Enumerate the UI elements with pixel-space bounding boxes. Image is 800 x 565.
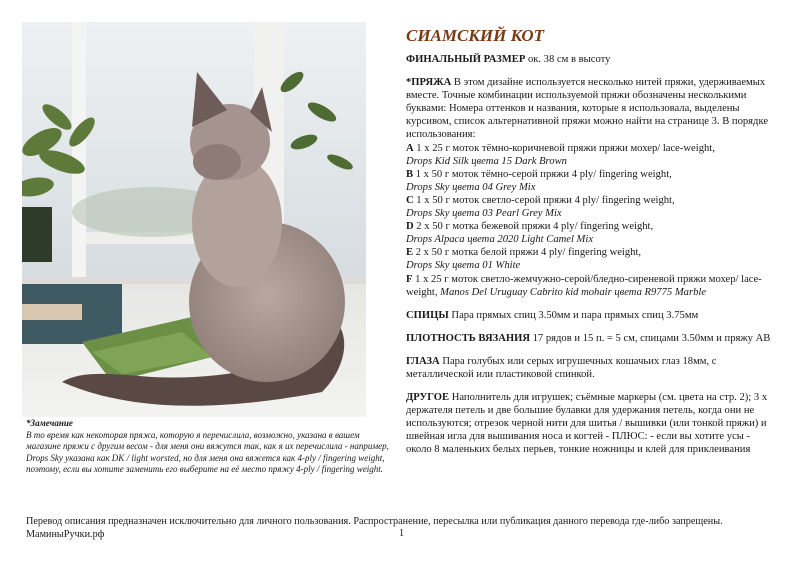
needles-section (406, 309, 778, 322)
yarn-brand-a: Drops Kid Silk цвета 15 Dark Brown (406, 155, 567, 167)
yarn-brand-c: Drops Sky цвета 03 Pearl Grey Mix (406, 208, 562, 220)
yarn-item-b (406, 168, 778, 181)
pattern-title: СИАМСКИЙ КОТ (406, 26, 544, 45)
final-size-section (406, 53, 778, 66)
yarn-letter: E (406, 247, 414, 259)
yarn-letter: B (406, 168, 414, 180)
yarn-intro: В этом дизайне используется несколько нитей пряжи, удерживаемых вместе. Точные комбинации используемой пряжи обозначены несколькими буквами: Номера оттенков и названия, которые я использовала, выделены курсивом, список альтернативной пряжи можно найти на странице 3. В порядке использования: (406, 77, 769, 141)
yarn-item-c (406, 194, 778, 207)
footer-site: МаминыРучки.рф (26, 529, 105, 540)
needles-text: Пара прямых спиц 3.50мм и пара прямых спиц 3.75мм (448, 309, 699, 321)
cat-photo (22, 22, 366, 417)
yarn-brand-b: Drops Sky цвета 04 Grey Mix (406, 181, 536, 193)
page-number: 1 (399, 528, 405, 539)
yarn-letter: C (406, 194, 414, 206)
yarn-desc: 1 x 25 г моток тёмно-коричневой пряжи пряжи мохер/ lace-weight, (413, 142, 715, 154)
footer (26, 515, 786, 541)
yarn-desc: 2 x 50 г мотка белой пряжи 4 ply/ fingering weight, (413, 247, 642, 259)
yarn-desc: 1 x 25 г моток светло-жемчужно-серой/бледно-сиреневой пряжи мохер/ lace-weight, (406, 273, 762, 298)
yarn-brand-f: Manos Del Uruguay Cabrito kid mohair цвета R9775 Marble (440, 286, 707, 298)
yarn-brand-e: Drops Sky цвета 01 White (406, 260, 521, 272)
final-size-label: ФИНАЛЬНЫЙ РАЗМЕР (406, 54, 526, 65)
eyes-label: ГЛАЗА (406, 355, 440, 367)
yarn-letter: A (406, 142, 414, 154)
yarn-desc: 1 x 50 г моток тёмно-серой пряжи 4 ply/ fingering weight, (413, 168, 672, 180)
yarn-item-f (406, 273, 778, 299)
needles-label: СПИЦЫ (406, 309, 449, 321)
yarn-section (406, 76, 778, 299)
gauge-text: 17 рядов и 15 п. = 5 см, спицами 3.50мм и пряжу АВ (529, 332, 771, 344)
yarn-item-d (406, 220, 778, 233)
other-text: Наполнитель для игрушек; съёмные маркеры (см. цвета на стр. 2); 3 x держателя петель и две большие булавки для удержания петель, когда они не используются; отрезок черной нити для шитья / вышивки (или тонкой пряжи) и швейная игла для вышивания носа и когтей - ПЛЮС: - если вы хотите усы - около 8 маленьких белых перьев, тонкие ножницы и клей для приклеивания (406, 392, 768, 456)
eyes-text: Пара голубых или серых игрушечных кошачьих глаз 18мм, с металлической или пластиковой спинкой. (406, 355, 717, 380)
yarn-item-a (406, 142, 778, 155)
other-label: ДРУГОЕ (406, 392, 450, 404)
gauge-label: ПЛОТНОСТЬ ВЯЗАНИЯ (406, 332, 530, 344)
yarn-item-e (406, 246, 778, 259)
yarn-brand-d: Drops Alpaca цвета 2020 Light Camel Mix (406, 234, 594, 246)
final-size-text: ок. 38 см в высоту (525, 54, 611, 65)
footer-disclaimer: Перевод описания предназначен исключительно для личного пользования. Распространение, пересылка или публикация данного перевода где-либо запрещены. (26, 516, 723, 527)
gauge-section (406, 332, 778, 345)
yarn-desc: 1 x 50 г моток светло-серой пряжи 4 ply/ fingering weight, (413, 194, 675, 206)
pattern-info (406, 26, 778, 467)
note-title: *Замечание (26, 418, 73, 428)
yarn-label: *ПРЯЖА (406, 77, 452, 89)
other-section (406, 391, 778, 456)
note-text: В то время как некоторая пряжа, которую я перечислила, возможно, указана в вашем магазине пряжи с другим весом - для меня они вяжутся так, как я их перечислила - например, Drops Sky указана как DK / light worsted, но для меня она вяжется как 4-ply / fingering weight, поэтому, если вы хотите заменить его выберите на её место пряжу 4-ply / fingering weight. (26, 429, 389, 475)
note-block (26, 418, 396, 476)
yarn-letter: F (406, 273, 413, 285)
yarn-letter: D (406, 221, 414, 233)
yarn-desc: 2 x 50 г мотка бежевой пряжи 4 ply/ fingering weight, (413, 221, 654, 233)
eyes-section (406, 355, 778, 381)
